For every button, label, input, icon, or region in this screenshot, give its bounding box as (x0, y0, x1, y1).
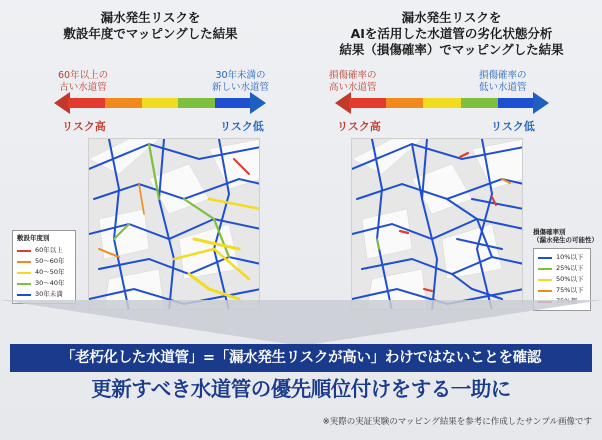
left-legend-title: 敷設年度別 (17, 234, 50, 242)
right-risk-high-label: リスク高 (337, 120, 381, 133)
right-low-prob-label: 損傷確率の 低い水道管 (479, 70, 527, 93)
legend-item: 50%以下 (538, 274, 586, 285)
arrow-right-head-icon (533, 92, 549, 114)
legend-item: 40～50年 (17, 267, 71, 278)
legend-item: 75%以下 (538, 285, 586, 296)
legend-item: 30年未満 (17, 289, 71, 300)
conclusion-banner: 「老朽化した水道管」=「漏水発生リスクが高い」わけではないことを確認 (10, 344, 592, 372)
down-chevron-icon (0, 300, 602, 346)
left-panel-title: 漏水発生リスクを 敷設年度でマッピングした結果 (63, 10, 238, 41)
right-high-prob-label: 損傷確率の 高い水道管 (329, 70, 377, 93)
right-panel (301, 0, 602, 330)
legend-item: 60年以上 (17, 245, 71, 256)
left-risk-low-label: リスク低 (220, 120, 264, 133)
left-old-pipe-label: 60年以上の 古い水道管 (58, 70, 109, 93)
left-panel (0, 0, 301, 330)
left-pipe-map-graphic (89, 139, 260, 310)
legend-item: 50～60年 (17, 256, 71, 267)
arrow-right-head-icon (250, 92, 266, 114)
footnote: ※実際の実証実験のマッピング結果を参考に作成したサンプル画像です (322, 417, 592, 427)
right-panel-title: 漏水発生リスクを AIを活用した水道管の劣化状態分析 結果（損傷確率）でマッピングした結果 (339, 10, 564, 57)
headline: 更新すべき水道管の優先順位付けをする一助に (91, 377, 511, 401)
legend-item: 25%以下 (538, 263, 586, 274)
left-pipe-map (88, 138, 260, 310)
right-pipe-map-graphic (352, 139, 523, 310)
right-gradient-bar (349, 98, 535, 108)
right-risk-arrow (335, 92, 549, 116)
left-new-pipe-label: 30年未満の 新しい水道管 (212, 70, 270, 93)
right-risk-low-label: リスク低 (491, 120, 535, 133)
left-risk-arrow (54, 92, 266, 116)
right-pipe-map (351, 138, 523, 310)
left-gradient-bar (68, 98, 252, 108)
left-legend (12, 230, 76, 304)
legend-item: 30～40年 (17, 278, 71, 289)
right-legend-title: 損傷確率別 （漏水発生の可能性） (533, 228, 598, 244)
legend-item: 10%以下 (538, 252, 586, 263)
left-risk-high-label: リスク高 (62, 120, 106, 133)
